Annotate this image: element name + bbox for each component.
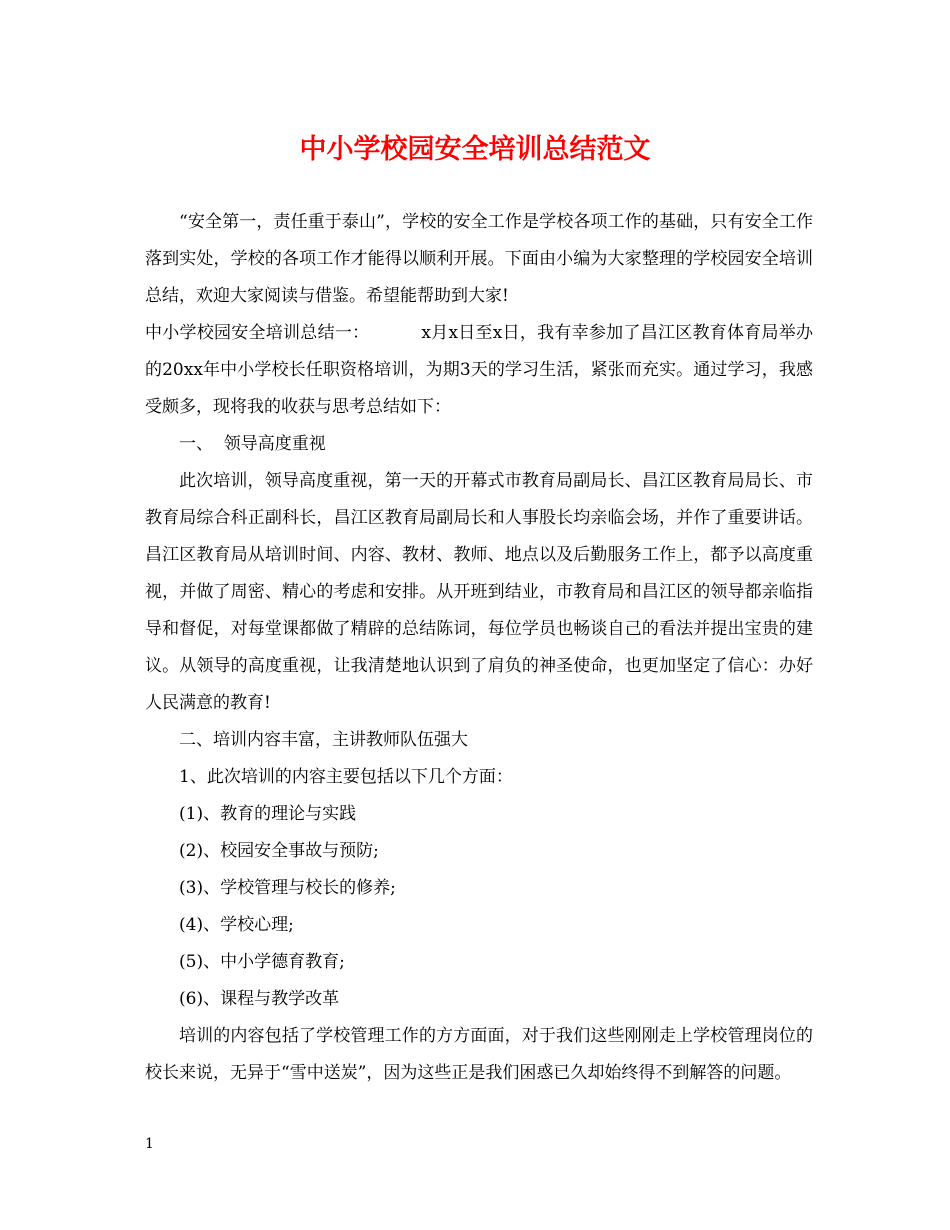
summary-body: x月x日至x日，我有幸参加了昌江区教育体育局举办的20xx年中小学校长任职资格培训，为期3天的学习生活，紧张而充实。通过学习，我感受颇多，现将我的收获与思考总结如下：	[145, 323, 814, 417]
section-heading-1: 一、 领导高度重视	[179, 434, 326, 454]
closing-paragraph: 培训的内容包括了学校管理工作的方方面面，对于我们这些刚刚走上学校管理岗位的校长来说，无异于“雪中送炭”，因为这些正是我们困惑已久却始终得不到解答的问题。	[145, 1026, 813, 1083]
page-title: 中小学校园安全培训总结范文	[299, 134, 651, 165]
intro-paragraph: “安全第一，责任重于泰山”，学校的安全工作是学校各项工作的基础，只有安全工作落到实处，学校的各项工作才能得以顺利开展。下面由小编为大家整理的学校园安全培训总结，欢迎大家阅读与借鉴。希望能帮助到大家!	[145, 212, 813, 306]
content-intro: 1、此次培训的内容主要包括以下几个方面：	[179, 767, 513, 787]
section-1-paragraph: 此次培训，领导高度重视，第一天的开幕式市教育局副局长、昌江区教育局局长、市教育局综合科正副科长，昌江区教育局副局长和人事股长均亲临会场，并作了重要讲话。昌江区教育局从培训时间、内容、教材、教师、地点以及后勤服务工作上，都予以高度重视，并做了周密、精心的考虑和安排。从开班到结业，市教育局和昌江区的领导都亲临指导和督促，对每堂课都做了精辟的总结陈词，每位学员也畅谈自己的看法并提出宝贵的建议。从领导的高度重视，让我清楚地认识到了肩负的神圣使命，也更加坚定了信心：办好人民满意的教育!	[145, 471, 813, 713]
summary-label: 中小学校园安全培训总结一：	[145, 323, 370, 343]
list-item: (1)、教育的理论与实践	[179, 804, 357, 824]
list-item: (5)、中小学德育教育;	[179, 952, 345, 972]
list-item: (3)、学校管理与校长的修养;	[179, 878, 396, 898]
document-body	[145, 204, 813, 1092]
page-number: 1	[145, 1136, 154, 1152]
list-item: (6)、课程与教学改革	[179, 989, 340, 1009]
list-item: (4)、学校心理;	[179, 915, 294, 935]
section-heading-2: 二、培训内容丰富，主讲教师队伍强大	[179, 730, 468, 750]
list-item: (2)、校园安全事故与预防;	[179, 841, 379, 861]
summary-paragraph	[145, 315, 813, 426]
